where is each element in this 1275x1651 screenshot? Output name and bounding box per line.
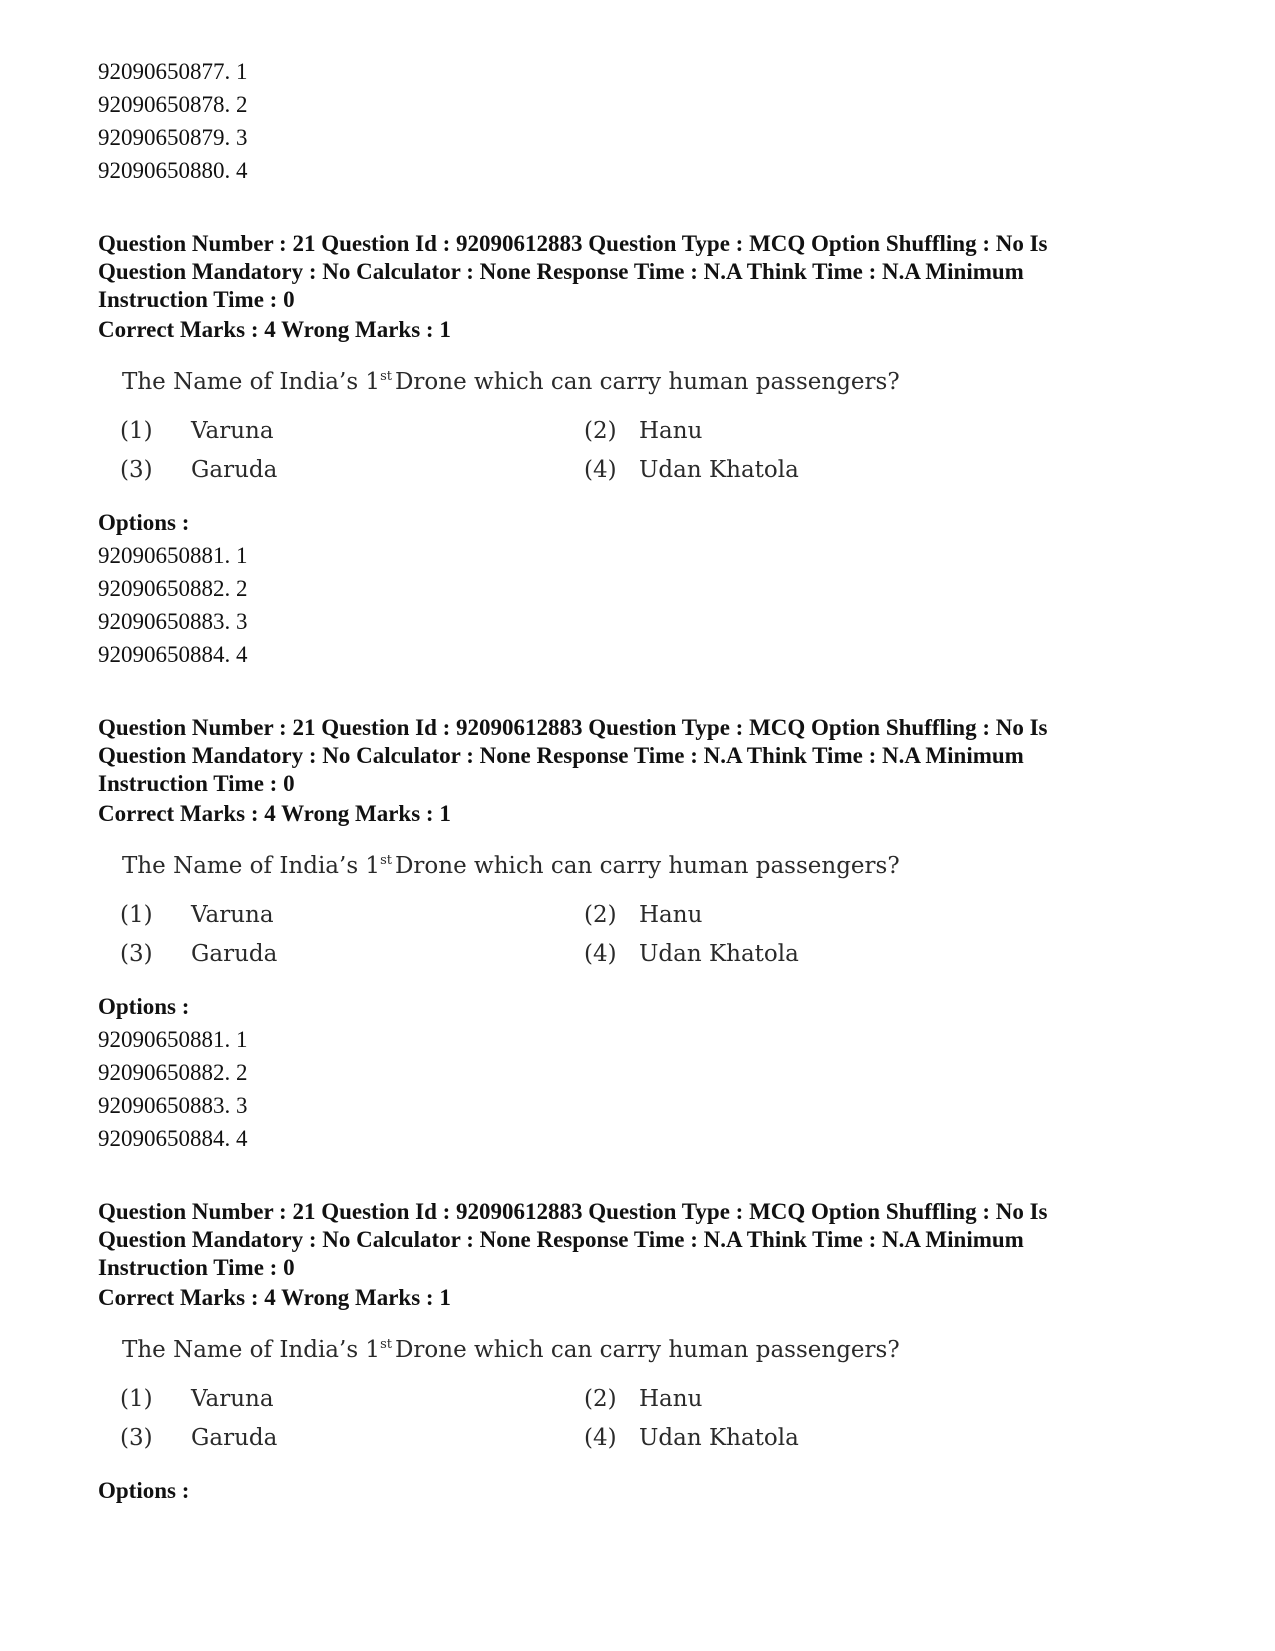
question-marks: Correct Marks : 4 Wrong Marks : 1 bbox=[98, 1285, 451, 1310]
choice-number: (2) bbox=[584, 418, 617, 444]
choice-text: Udan Khatola bbox=[639, 457, 799, 483]
question-stem-sup: st bbox=[380, 1337, 392, 1352]
choice-number: (3) bbox=[120, 941, 153, 967]
choice-text: Udan Khatola bbox=[639, 1425, 799, 1451]
choice-text: Hanu bbox=[639, 418, 703, 444]
choice-number: (3) bbox=[120, 1425, 153, 1451]
question-image bbox=[120, 853, 920, 973]
question-image bbox=[120, 369, 920, 489]
choice-number: (2) bbox=[584, 1386, 617, 1412]
options-label: Options : bbox=[98, 1478, 190, 1503]
question-meta bbox=[98, 714, 1198, 798]
question-stem bbox=[122, 369, 900, 395]
option-line: 92090650883. 3 bbox=[98, 1093, 248, 1118]
question-meta-line: Question Number : 21 Question Id : 92090612883 Question Type : MCQ Option Shuffling : No Is bbox=[98, 715, 1048, 740]
option-line: 92090650881. 1 bbox=[98, 543, 248, 568]
question-stem-text: Drone which can carry human passengers? bbox=[394, 853, 900, 879]
options-label: Options : bbox=[98, 510, 190, 535]
choice-number: (1) bbox=[120, 902, 153, 928]
question-stem-text: The Name of India’s 1 bbox=[122, 853, 381, 879]
question-meta-line: Instruction Time : 0 bbox=[98, 771, 295, 796]
choice-text: Garuda bbox=[191, 941, 278, 967]
question-meta-line: Question Number : 21 Question Id : 92090612883 Question Type : MCQ Option Shuffling : No Is bbox=[98, 1199, 1048, 1224]
choice-text: Udan Khatola bbox=[639, 941, 799, 967]
question-meta bbox=[98, 1198, 1198, 1282]
question-stem-sup: st bbox=[380, 853, 392, 868]
option-line: 92090650881. 1 bbox=[98, 1027, 248, 1052]
prev-option-line: 92090650878. 2 bbox=[98, 92, 248, 117]
choice-text: Varuna bbox=[191, 418, 274, 444]
choice-number: (4) bbox=[584, 1425, 617, 1451]
choice-text: Hanu bbox=[639, 1386, 703, 1412]
question-stem-text: Drone which can carry human passengers? bbox=[394, 1337, 900, 1363]
question-stem bbox=[122, 853, 900, 879]
choice-text: Varuna bbox=[191, 902, 274, 928]
choice-text: Garuda bbox=[191, 457, 278, 483]
question-image bbox=[120, 1337, 920, 1457]
question-meta-line: Question Mandatory : No Calculator : None Response Time : N.A Think Time : N.A Minimum bbox=[98, 743, 1024, 768]
question-meta-line: Question Number : 21 Question Id : 92090612883 Question Type : MCQ Option Shuffling : No Is bbox=[98, 231, 1048, 256]
question-marks: Correct Marks : 4 Wrong Marks : 1 bbox=[98, 801, 451, 826]
question-meta-line: Question Mandatory : No Calculator : None Response Time : N.A Think Time : N.A Minimum bbox=[98, 259, 1024, 284]
option-line: 92090650884. 4 bbox=[98, 1126, 248, 1151]
question-stem-text: The Name of India’s 1 bbox=[122, 1337, 381, 1363]
question-stem-sup: st bbox=[380, 369, 392, 384]
prev-option-line: 92090650879. 3 bbox=[98, 125, 248, 150]
choice-text: Varuna bbox=[191, 1386, 274, 1412]
choice-text: Garuda bbox=[191, 1425, 278, 1451]
question-meta-line: Instruction Time : 0 bbox=[98, 1255, 295, 1280]
question-marks: Correct Marks : 4 Wrong Marks : 1 bbox=[98, 317, 451, 342]
question-stem bbox=[122, 1337, 900, 1363]
choice-number: (2) bbox=[584, 902, 617, 928]
prev-option-line: 92090650877. 1 bbox=[98, 59, 248, 84]
choice-number: (1) bbox=[120, 418, 153, 444]
choice-number: (1) bbox=[120, 1386, 153, 1412]
option-line: 92090650882. 2 bbox=[98, 1060, 248, 1085]
options-label: Options : bbox=[98, 994, 190, 1019]
question-stem-text: Drone which can carry human passengers? bbox=[394, 369, 900, 395]
option-line: 92090650883. 3 bbox=[98, 609, 248, 634]
choice-number: (4) bbox=[584, 457, 617, 483]
question-meta bbox=[98, 230, 1198, 314]
choice-number: (3) bbox=[120, 457, 153, 483]
option-line: 92090650884. 4 bbox=[98, 642, 248, 667]
option-line: 92090650882. 2 bbox=[98, 576, 248, 601]
question-stem-text: The Name of India’s 1 bbox=[122, 369, 381, 395]
prev-option-line: 92090650880. 4 bbox=[98, 158, 248, 183]
question-meta-line: Question Mandatory : No Calculator : None Response Time : N.A Think Time : N.A Minimum bbox=[98, 1227, 1024, 1252]
choice-number: (4) bbox=[584, 941, 617, 967]
question-meta-line: Instruction Time : 0 bbox=[98, 287, 295, 312]
choice-text: Hanu bbox=[639, 902, 703, 928]
